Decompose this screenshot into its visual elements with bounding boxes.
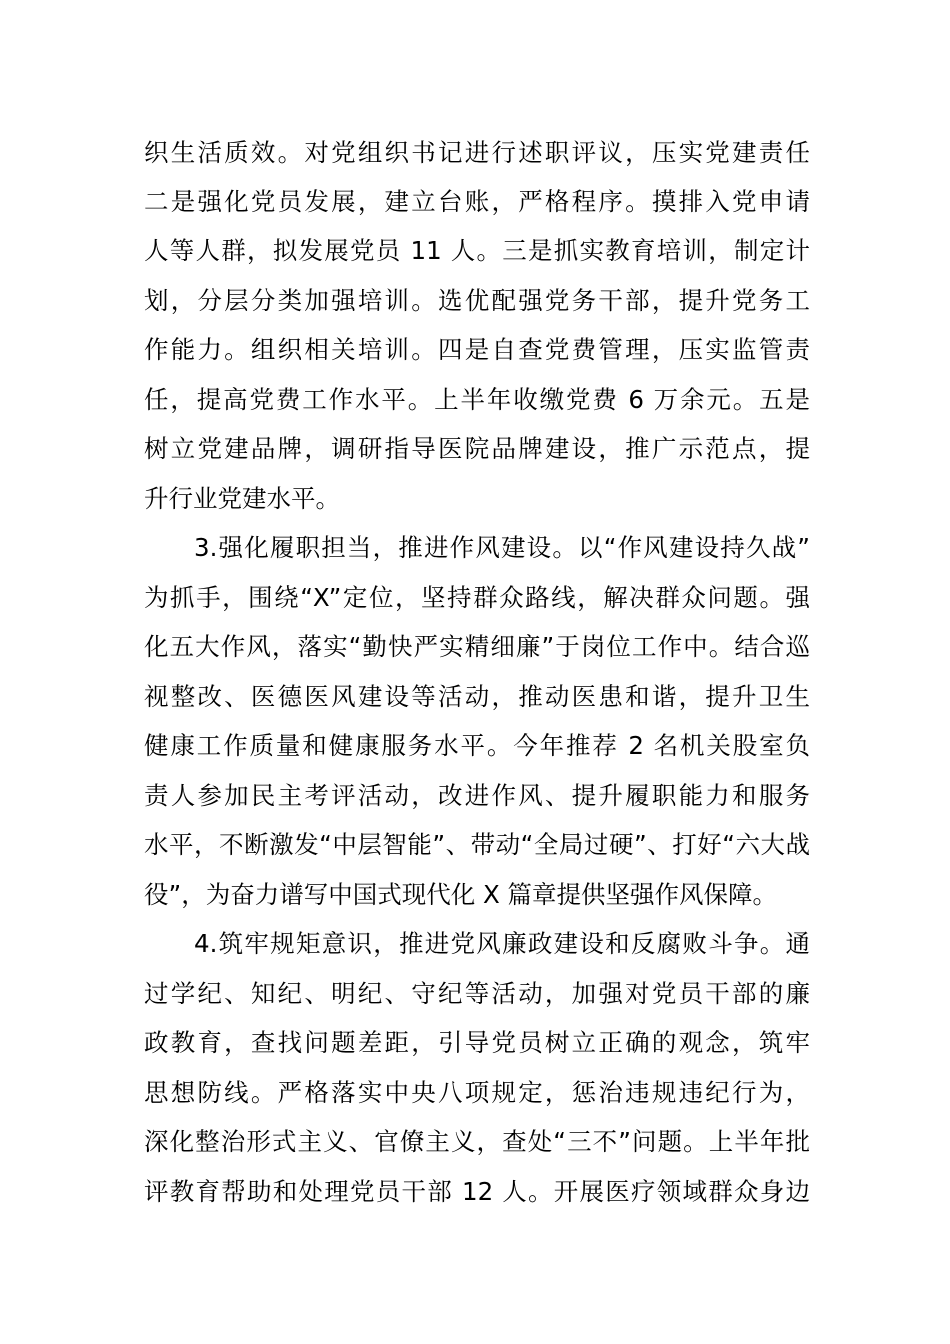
text-line: 思想防线。严格落实中央八项规定，惩治违规违纪行为， — [144, 1078, 810, 1107]
text-line: 作能力。组织相关培训。四是自查党费管理，压实监管责 — [144, 335, 810, 364]
text-line: 二是强化党员发展，建立台账，严格程序。摸排入党申请 — [144, 187, 810, 216]
text-line: 任，提高党费工作水平。上半年收缴党费 6 万余元。五是 — [144, 385, 810, 414]
text-line: 人等人群，拟发展党员 11 人。三是抓实教育培训，制定计 — [144, 236, 810, 265]
text-line: 水平，不断激发“中层智能”、带动“全局过硬”、打好“六大战 — [144, 830, 810, 859]
text-line: 视整改、医德医风建设等活动，推动医患和谐，提升卫生 — [144, 682, 810, 711]
text-line: 深化整治形式主义、官僚主义，查处“三不”问题。上半年批 — [144, 1127, 810, 1156]
text-line: 划，分层分类加强培训。选优配强党务干部，提升党务工 — [144, 286, 810, 315]
text-line: 树立党建品牌，调研指导医院品牌建设，推广示范点，提 — [144, 434, 810, 463]
text-line: 政教育，查找问题差距，引导党员树立正确的观念，筑牢 — [144, 1028, 810, 1057]
text-line: 为抓手，围绕“X”定位，坚持群众路线，解决群众问题。强 — [144, 583, 810, 612]
text-line: 过学纪、知纪、明纪、守纪等活动，加强对党员干部的廉 — [144, 979, 810, 1008]
section-heading-line: 4.筑牢规矩意识，推进党风廉政建设和反腐败斗争。通 — [194, 929, 810, 958]
text-line: 升行业党建水平。 — [144, 484, 340, 513]
text-line: 评教育帮助和处理党员干部 12 人。开展医疗领域群众身边 — [144, 1177, 810, 1206]
text-line: 役”，为奋力谱写中国式现代化 X 篇章提供坚强作风保障。 — [144, 880, 778, 909]
text-line: 责人参加民主考评活动，改进作风、提升履职能力和服务 — [144, 781, 810, 810]
section-heading-line: 3.强化履职担当，推进作风建设。以“作风建设持久战” — [194, 533, 810, 562]
text-line: 健康工作质量和健康服务水平。今年推荐 2 名机关股室负 — [144, 731, 810, 760]
text-line: 织生活质效。对党组织书记进行述职评议，压实党建责任 — [144, 138, 810, 167]
text-line: 化五大作风，落实“勤快严实精细廉”于岗位工作中。结合巡 — [144, 632, 810, 661]
